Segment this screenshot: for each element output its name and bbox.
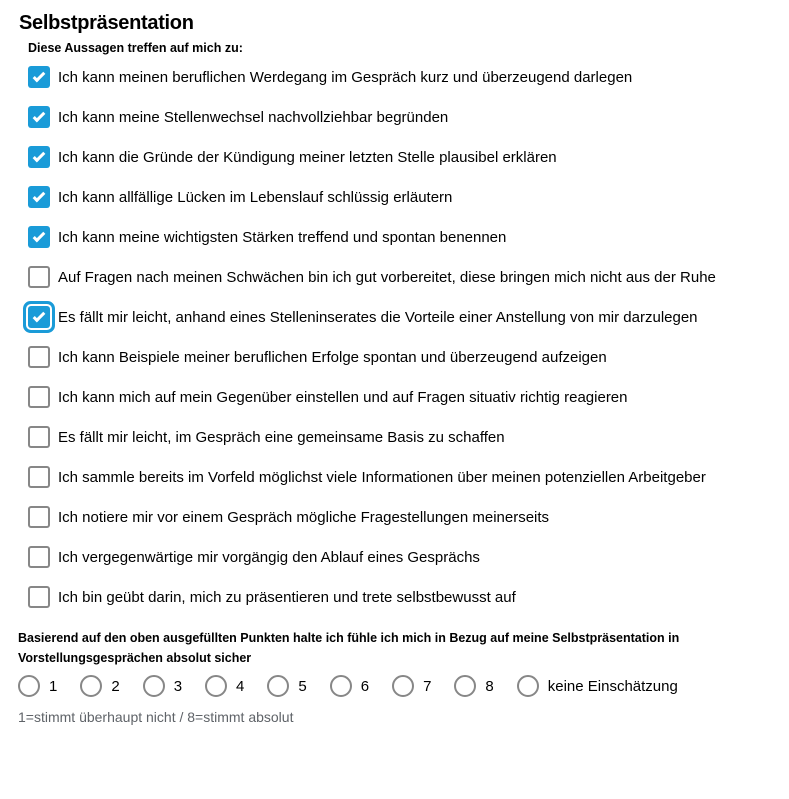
radio-option <box>80 675 119 697</box>
checkbox[interactable] <box>28 546 50 568</box>
statement-checklist <box>28 65 789 610</box>
checkbox[interactable] <box>28 386 50 408</box>
checkbox-row <box>28 305 789 330</box>
checkmark-icon <box>33 229 46 242</box>
checkbox[interactable] <box>28 306 50 328</box>
radio-button[interactable] <box>267 675 289 697</box>
checkmark-icon <box>33 149 46 162</box>
radio-button[interactable] <box>330 675 352 697</box>
checkbox-row <box>28 65 789 90</box>
checkbox[interactable] <box>28 266 50 288</box>
checkbox-label[interactable]: Ich kann mich auf mein Gegenüber einstellen und auf Fragen situativ richtig reagieren <box>58 389 628 406</box>
checkbox[interactable] <box>28 586 50 608</box>
checkbox-row <box>28 465 789 490</box>
checkbox[interactable] <box>28 226 50 248</box>
checkbox-label[interactable]: Auf Fragen nach meinen Schwächen bin ich gut vorbereitet, diese bringen mich nicht aus der Ruhe <box>58 269 716 286</box>
checkbox-label[interactable]: Ich notiere mir vor einem Gespräch mögliche Fragestellungen meinerseits <box>58 509 550 526</box>
checkbox-row <box>28 585 789 610</box>
checkbox[interactable] <box>28 426 50 448</box>
checkbox-label[interactable]: Ich kann meine wichtigsten Stärken treffend und spontan benennen <box>58 229 507 246</box>
checkmark-icon <box>33 109 46 122</box>
radio-label[interactable]: 8 <box>485 677 494 695</box>
checkbox-row <box>28 145 789 170</box>
radio-option <box>454 675 493 697</box>
radio-label[interactable]: keine Einschätzung <box>547 677 678 695</box>
checkbox[interactable] <box>28 106 50 128</box>
checkbox-label[interactable]: Ich vergegenwärtige mir vorgängig den Ablauf eines Gesprächs <box>58 549 480 566</box>
checkbox-label[interactable]: Ich kann allfällige Lücken im Lebenslauf schlüssig erläutern <box>58 189 453 206</box>
radio-option <box>143 675 182 697</box>
radio-label[interactable]: 1 <box>49 677 58 695</box>
checkbox-label[interactable]: Ich sammle bereits im Vorfeld möglichst viele Informationen über meinen potenziellen Arbeitgeber <box>58 469 706 486</box>
radio-option <box>267 675 306 697</box>
checkmark-icon <box>33 309 46 322</box>
radio-button[interactable] <box>517 675 539 697</box>
checkbox-label[interactable]: Ich kann Beispiele meiner beruflichen Erfolge spontan und überzeugend aufzeigen <box>58 349 607 366</box>
rating-scale <box>18 675 789 697</box>
checkbox-label[interactable]: Ich kann die Gründe der Kündigung meiner letzten Stelle plausibel erklären <box>58 149 557 166</box>
checkbox-row <box>28 505 789 530</box>
checkbox[interactable] <box>28 506 50 528</box>
radio-option <box>18 675 57 697</box>
checkbox-row <box>28 185 789 210</box>
instruction-label: Diese Aussagen treffen auf mich zu: <box>28 41 243 55</box>
checkbox[interactable] <box>28 186 50 208</box>
checkmark-icon <box>33 69 46 82</box>
radio-button[interactable] <box>143 675 165 697</box>
radio-label[interactable]: 2 <box>111 677 120 695</box>
checkbox-label[interactable]: Ich kann meinen beruflichen Werdegang im Gespräch kurz und überzeugend darlegen <box>58 69 633 86</box>
radio-label[interactable]: 6 <box>360 677 370 695</box>
checkbox-label[interactable]: Ich kann meine Stellenwechsel nachvollziehbar begründen <box>58 109 449 126</box>
checkbox-label[interactable]: Es fällt mir leicht, im Gespräch eine gemeinsame Basis zu schaffen <box>58 429 505 446</box>
checkbox-row <box>28 105 789 130</box>
radio-button[interactable] <box>18 675 40 697</box>
radio-button[interactable] <box>205 675 227 697</box>
radio-button[interactable] <box>80 675 102 697</box>
checkbox-row <box>28 385 789 410</box>
checkbox-row <box>28 425 789 450</box>
checkbox[interactable] <box>28 146 50 168</box>
radio-label[interactable]: 5 <box>298 677 307 695</box>
checkbox[interactable] <box>28 66 50 88</box>
checkbox-row <box>28 225 789 250</box>
radio-button[interactable] <box>454 675 476 697</box>
checkbox-label[interactable]: Es fällt mir leicht, anhand eines Stelleninserates die Vorteile einer Anstellung von mir darzulegen <box>58 309 698 326</box>
page-title: Selbstpräsentation <box>19 12 194 34</box>
checkbox[interactable] <box>28 466 50 488</box>
checkbox-label[interactable]: Ich bin geübt darin, mich zu präsentieren und trete selbstbewusst auf <box>58 589 516 606</box>
checkmark-icon <box>33 189 46 202</box>
radio-label[interactable]: 3 <box>173 677 183 695</box>
checkbox[interactable] <box>28 346 50 368</box>
checkbox-row <box>28 545 789 570</box>
rating-question: Basierend auf den oben ausgefüllten Punkten halte ich fühle ich mich in Bezug auf meine Selbstpräsentation in Vorstellungsgesprächen absolut sicher <box>18 631 680 665</box>
rating-legend: 1=stimmt überhaupt nicht / 8=stimmt absolut <box>18 709 294 725</box>
radio-option <box>392 675 431 697</box>
radio-label[interactable]: 7 <box>423 677 432 695</box>
radio-option <box>330 675 369 697</box>
checkbox-row <box>28 265 789 290</box>
checkbox-row <box>28 345 789 370</box>
radio-button[interactable] <box>392 675 414 697</box>
radio-option <box>205 675 244 697</box>
radio-option <box>517 675 678 697</box>
radio-label[interactable]: 4 <box>236 677 245 695</box>
